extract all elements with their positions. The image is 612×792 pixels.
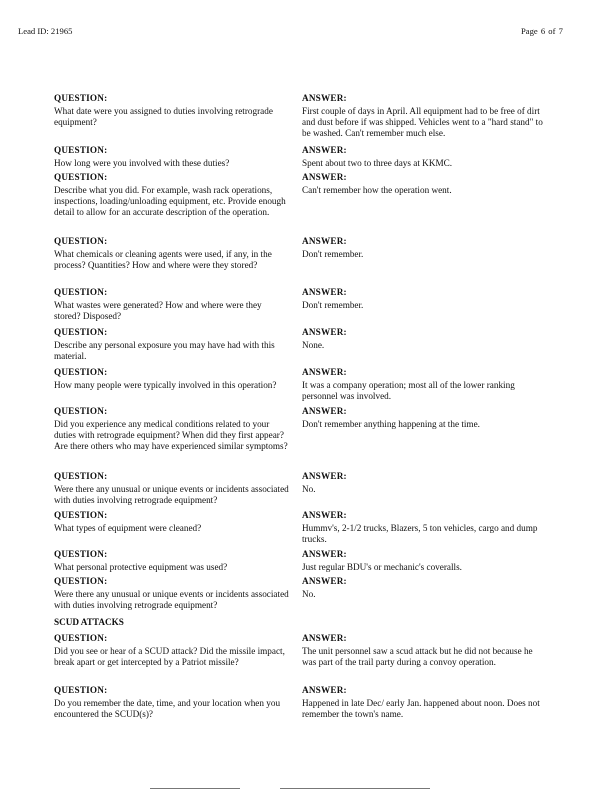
answer-label: ANSWER: xyxy=(302,685,347,695)
answer-text: Spent about two to three days at KKMC. xyxy=(302,158,453,168)
question-text: What types of equipment were cleaned? xyxy=(54,523,202,533)
question-text: How many people were typically involved in this operation? xyxy=(54,380,277,390)
answer-text: The unit personnel saw a scud attack but he did not because he was part of the trail party during a convoy operation. xyxy=(302,646,533,667)
question-label: QUESTION: xyxy=(54,510,108,520)
answer-label: ANSWER: xyxy=(302,367,347,377)
question-text: What personal protective equipment was used? xyxy=(54,562,228,572)
answer-text: It was a company operation; most all of the lower ranking personnel was involved. xyxy=(302,380,515,401)
answer-label: ANSWER: xyxy=(302,549,347,559)
question-label: QUESTION: xyxy=(54,576,108,586)
question-text: Describe what you did. For example, wash rack operations, inspections, loading/unloading equipment, etc. Provide enough detail to allow for an accurate description of the operation. xyxy=(54,185,286,217)
answer-text: Don't remember anything happening at the time. xyxy=(302,419,480,429)
question-label: QUESTION: xyxy=(54,406,108,416)
section-title: SCUD ATTACKS xyxy=(54,617,124,627)
question-text: Did you see or hear of a SCUD attack? Did the missile impact, break apart or get intercepted by a Patriot missile? xyxy=(54,646,285,667)
answer-label: ANSWER: xyxy=(302,510,347,520)
question-label: QUESTION: xyxy=(54,287,108,297)
question-text: What wastes were generated? How and where were they stored? Disposed? xyxy=(54,300,262,321)
answer-label: ANSWER: xyxy=(302,93,347,103)
question-label: QUESTION: xyxy=(54,685,108,695)
question-text: How long were you involved with these duties? xyxy=(54,158,230,168)
answer-text: No. xyxy=(302,484,316,494)
question-label: QUESTION: xyxy=(54,633,108,643)
answer-text: Don't remember. xyxy=(302,249,364,259)
page-number: Page 6 of 7 xyxy=(521,26,563,36)
footer-rule xyxy=(280,788,430,789)
answer-label: ANSWER: xyxy=(302,287,347,297)
answer-text: No. xyxy=(302,589,316,599)
question-text: Were there any unusual or unique events or incidents associated with duties involving retrograde equipment? xyxy=(54,484,289,505)
question-text: Describe any personal exposure you may have had with this material. xyxy=(54,340,275,361)
answer-text: Don't remember. xyxy=(302,300,364,310)
question-text: Did you experience any medical conditions related to your duties with retrograde equipment? When did they first appear? Are there others who may have experienced similar symptoms? xyxy=(54,419,288,451)
answer-label: ANSWER: xyxy=(302,633,347,643)
question-label: QUESTION: xyxy=(54,93,108,103)
question-label: QUESTION: xyxy=(54,236,108,246)
answer-text: Can't remember how the operation went. xyxy=(302,185,452,195)
lead-id: Lead ID: 21965 xyxy=(18,26,73,36)
answer-text: None. xyxy=(302,340,325,350)
question-label: QUESTION: xyxy=(54,172,108,182)
answer-text: Happened in late Dec/ early Jan. happened about noon. Does not remember the town's name. xyxy=(302,698,540,719)
question-label: QUESTION: xyxy=(54,327,108,337)
answer-text: Just regular BDU's or mechanic's coveralls. xyxy=(302,562,462,572)
footer-rule xyxy=(150,788,240,789)
question-text: Do you remember the date, time, and your location when you encountered the SCUD(s)? xyxy=(54,698,281,719)
answer-label: ANSWER: xyxy=(302,471,347,481)
question-label: QUESTION: xyxy=(54,549,108,559)
answer-text: First couple of days in April. All equipment had to be free of dirt and dust before if was shipped. Vehicles went to a "hard stand" to be washed. Can't remember much else. xyxy=(302,106,543,138)
question-text: What chemicals or cleaning agents were used, if any, in the process? Quantities? How and where were they stored? xyxy=(54,249,272,270)
answer-label: ANSWER: xyxy=(302,406,347,416)
question-label: QUESTION: xyxy=(54,145,108,155)
question-text: Were there any unusual or unique events or incidents associated with duties involving retrograde equipment? xyxy=(54,589,289,610)
question-label: QUESTION: xyxy=(54,367,108,377)
question-text: What date were you assigned to duties involving retrograde equipment? xyxy=(54,106,273,127)
answer-label: ANSWER: xyxy=(302,327,347,337)
answer-label: ANSWER: xyxy=(302,145,347,155)
answer-label: ANSWER: xyxy=(302,576,347,586)
question-label: QUESTION: xyxy=(54,471,108,481)
answer-text: Hummv's, 2-1/2 trucks, Blazers, 5 ton vehicles, cargo and dump trucks. xyxy=(302,523,538,544)
answer-label: ANSWER: xyxy=(302,172,347,182)
answer-label: ANSWER: xyxy=(302,236,347,246)
